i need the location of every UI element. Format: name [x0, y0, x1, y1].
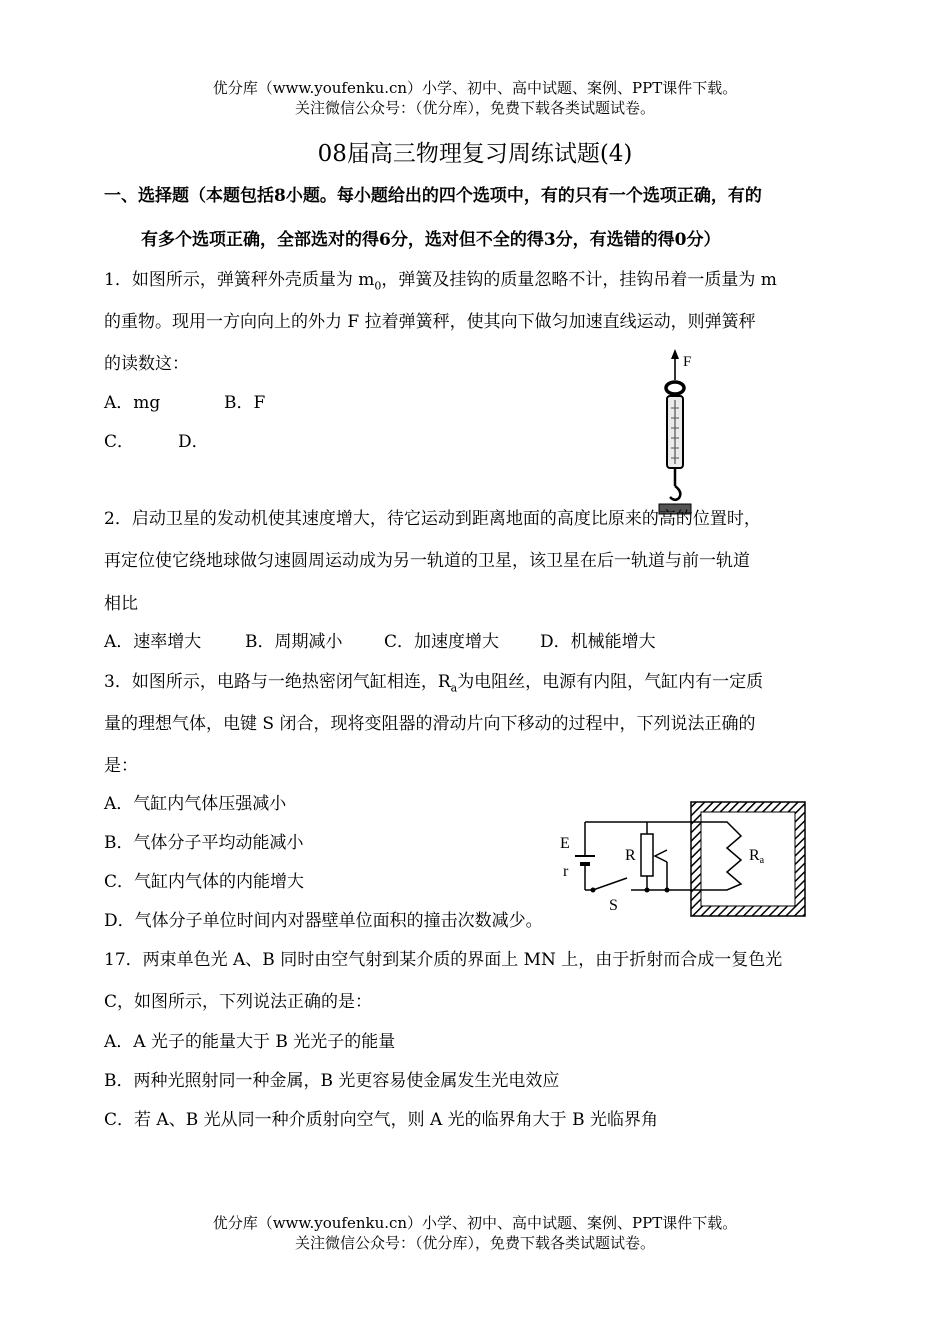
- q1-option-b: B．F: [224, 393, 266, 413]
- footer-line-1: 优分库（www.youfenku.cn）小学、初中、高中试题、案例、PPT课件下载。: [212, 1214, 738, 1232]
- q17-option-a: A．A 光子的能量大于 B 光光子的能量: [104, 1032, 396, 1052]
- q1-option-c: C．: [104, 432, 135, 452]
- q2-line-1: 2．启动卫星的发动机使其速度增大，待它运动到距离地面的高度比原来的高的位置时，: [104, 509, 761, 529]
- q3-option-c: C．气缸内气体的内能增大: [104, 872, 305, 892]
- heating-wire-label-main: R: [749, 847, 760, 864]
- q2-option-d: D．机械能增大: [540, 632, 656, 652]
- circuit-cylinder-figure: [555, 798, 815, 922]
- heating-wire-label-sub: a: [759, 855, 765, 866]
- q1-line-1-sub: 0: [374, 279, 382, 293]
- q2-option-b: B．周期减小: [245, 632, 343, 652]
- q3-line-1: [104, 670, 763, 700]
- q1-line-1-pre: 1．如图所示，弹簧秤外壳质量为 m: [104, 270, 375, 290]
- q3-option-d: D．气体分子单位时间内对器壁单位面积的撞击次数减少。: [104, 911, 543, 931]
- q1-line-2: 的重物。现用一方向向上的外力 F 拉着弹簧秤，使其向下做匀加速直线运动，则弹簧秤: [104, 312, 756, 332]
- q17-option-b: B．两种光照射同一种金属，B 光更容易使金属发生光电效应: [104, 1071, 560, 1091]
- q1-line-1-post: ，弹簧及挂钩的质量忽略不计，挂钩吊着一质量为 m: [381, 270, 777, 290]
- force-label: F: [683, 354, 692, 370]
- q1-line-1: [104, 268, 777, 298]
- q2-option-c: C．加速度增大: [384, 632, 500, 652]
- force-arrow-head: [671, 349, 679, 359]
- section-heading-line-2: 有多个选项正确，全部选对的得6分，选对但不全的得3分，有选错的得0分）: [141, 230, 721, 250]
- page-title: 08届高三物理复习周练试题(4): [317, 141, 633, 167]
- q3-option-b: B．气体分子平均动能减小: [104, 833, 304, 853]
- q3-line-2: 量的理想气体，电键 S 闭合，现将变阻器的滑动片向下移动的过程中，下列说法正确的: [104, 714, 756, 734]
- q17-option-c: C．若 A、B 光从同一种介质射向空气，则 A 光的临界角大于 B 光临界角: [104, 1110, 658, 1130]
- q3-line-1-post: 为电阻丝，电源有内阻，气缸内有一定质: [457, 672, 764, 692]
- scale-hook: [670, 486, 680, 500]
- q1-line-3: 的读数这：: [104, 354, 189, 374]
- header-line-1: 优分库（www.youfenku.cn）小学、初中、高中试题、案例、PPT课件下载。: [212, 79, 738, 97]
- battery-emf-label: E: [560, 835, 570, 852]
- switch-label: S: [609, 897, 618, 914]
- switch-blade: [593, 878, 627, 890]
- section-heading-line-1: 一、选择题（本题包括8小题。每小题给出的四个选项中，有的只有一个选项正确，有的: [104, 186, 762, 206]
- q3-line-3: 是：: [104, 756, 138, 776]
- cylinder-interior: [701, 812, 795, 906]
- rheostat-label: R: [625, 847, 636, 864]
- rheostat-slider: [655, 850, 667, 862]
- internal-resistance-label: r: [563, 863, 569, 880]
- header-line-2: 关注微信公众号：（优分库），免费下载各类试题试卷。: [294, 99, 655, 117]
- q3-line-1-sub: a: [450, 681, 458, 695]
- q2-line-3: 相比: [104, 594, 138, 614]
- q2-line-2: 再定位使它绕地球做匀速圆周运动成为另一轨道的卫星，该卫星在后一轨道与前一轨道: [104, 551, 750, 571]
- q2-option-a: A．速率增大: [104, 632, 202, 652]
- q1-option-a: A．mg: [104, 393, 161, 413]
- q3-line-1-pre: 3．如图所示，电路与一绝热密闭气缸相连，R: [104, 672, 451, 692]
- footer-line-2: 关注微信公众号：（优分库），免费下载各类试题试卷。: [294, 1234, 655, 1252]
- scale-ring: [666, 382, 684, 394]
- q17-line-2: C，如图所示，下列说法正确的是：: [104, 992, 373, 1012]
- rheostat: [641, 834, 653, 876]
- q3-option-a: A．气缸内气体压强减小: [104, 794, 287, 814]
- q17-line-1: 17．两束单色光 A、B 同时由空气射到某介质的界面上 MN 上，由于折射而合成一复色光: [104, 950, 783, 970]
- spring-scale-figure: [645, 346, 705, 516]
- q1-option-d: D．: [178, 432, 209, 452]
